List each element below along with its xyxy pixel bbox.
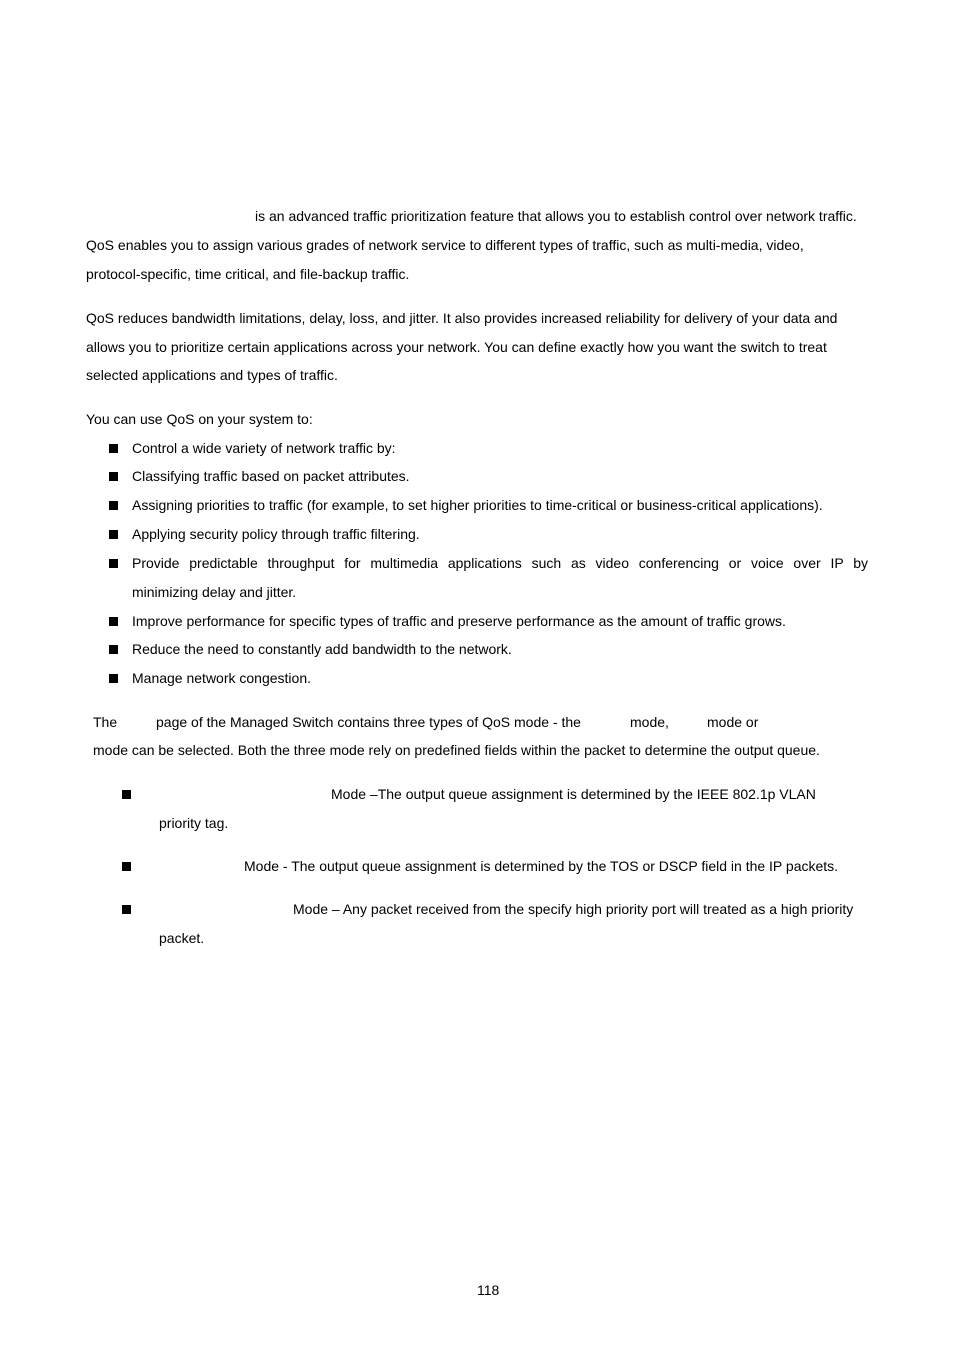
- list-item: Classifying traffic based on packet attributes.: [132, 468, 410, 484]
- list-item-continuation: minimizing delay and jitter.: [132, 584, 297, 600]
- intro-line-2: QoS enables you to assign various grades of network service to different types of traffic, such as multi-media, video,: [86, 237, 804, 253]
- list-item: Applying security policy through traffic filtering.: [132, 526, 420, 542]
- list-item: Reduce the need to constantly add bandwidth to the network.: [132, 641, 512, 657]
- modes-intro-mode-or: mode or: [707, 714, 759, 730]
- square-bullet-icon: [122, 862, 131, 871]
- square-bullet-icon: [109, 501, 118, 510]
- modes-intro-page: page of the Managed Switch contains three types of QoS mode - the: [156, 714, 581, 730]
- list-item: Assigning priorities to traffic (for example, to set higher priorities to time-critical or business-critical applications).: [132, 497, 823, 513]
- para2-line-2: allows you to prioritize certain applications across your network. You can define exactly how you want the switch to treat: [86, 339, 827, 355]
- square-bullet-icon: [109, 444, 118, 453]
- list-item: Manage network congestion.: [132, 670, 311, 686]
- mode-description-continuation: packet.: [159, 930, 205, 946]
- mode-description-continuation: priority tag.: [159, 815, 229, 831]
- square-bullet-icon: [109, 645, 118, 654]
- para2-line-3: selected applications and types of traffic.: [86, 367, 338, 383]
- square-bullet-icon: [122, 905, 131, 914]
- modes-intro-line-2: mode can be selected. Both the three mode rely on predefined fields within the packet to determine the output queue.: [93, 742, 820, 758]
- intro-line-3: protocol-specific, time critical, and file-backup traffic.: [86, 266, 410, 282]
- intro-line-1: is an advanced traffic prioritization feature that allows you to establish control over network traffic.: [255, 208, 857, 224]
- square-bullet-icon: [109, 617, 118, 626]
- page-number: 118: [477, 1282, 500, 1298]
- modes-intro-mode1: mode,: [630, 714, 669, 730]
- square-bullet-icon: [122, 790, 131, 799]
- mode-description: Mode - The output queue assignment is determined by the TOS or DSCP field in the IP packets.: [244, 858, 839, 874]
- square-bullet-icon: [109, 530, 118, 539]
- list-item: Improve performance for specific types of traffic and preserve performance as the amount of traffic grows.: [132, 613, 786, 629]
- square-bullet-icon: [109, 559, 118, 568]
- modes-intro-the: The: [93, 714, 118, 730]
- square-bullet-icon: [109, 472, 118, 481]
- para2-line-1: QoS reduces bandwidth limitations, delay, loss, and jitter. It also provides increased reliability for delivery of your data and: [86, 310, 838, 326]
- list-item: Provide predictable throughput for multimedia applications such as video conferencing or voice over IP by: [132, 555, 868, 571]
- mode-description: Mode – Any packet received from the specify high priority port will treated as a high priority: [293, 901, 854, 917]
- mode-description: Mode –The output queue assignment is determined by the IEEE 802.1p VLAN: [331, 786, 816, 802]
- square-bullet-icon: [109, 674, 118, 683]
- list-item: Control a wide variety of network traffic by:: [132, 440, 396, 456]
- uses-intro: You can use QoS on your system to:: [86, 411, 313, 427]
